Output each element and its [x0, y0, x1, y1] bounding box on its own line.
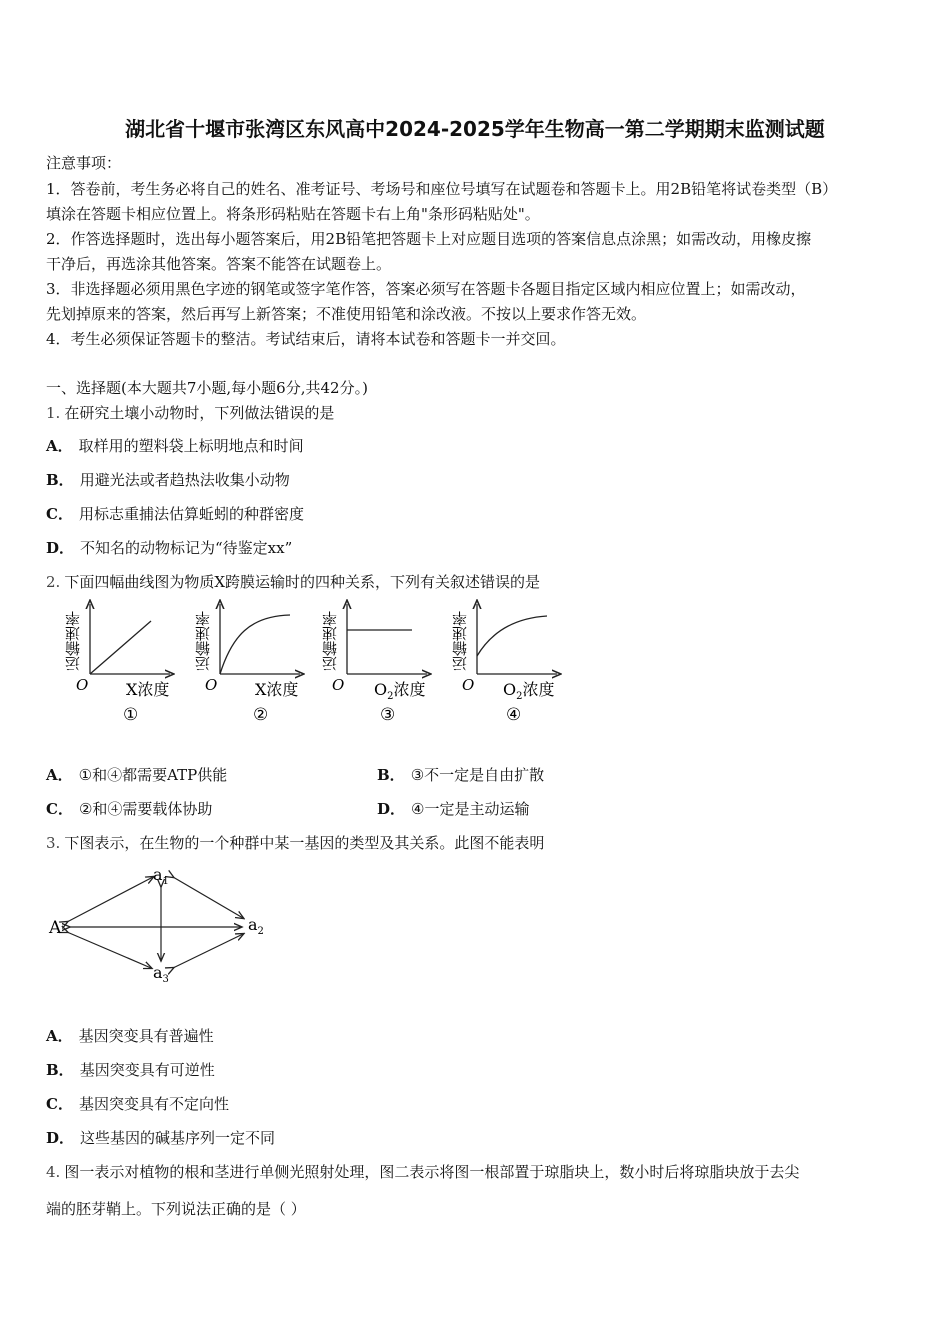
question-stem: 在研究土壤小动物时，下列做法错误的是	[64, 404, 335, 422]
graph-4	[451, 604, 557, 725]
page-title: 湖北省十堰市张湾区东风高中2024-2025学年生物高一第二学期期末监测试题	[125, 117, 825, 141]
y-axis-label: 运输速率	[194, 611, 212, 671]
graph-2	[194, 604, 300, 725]
option-b[interactable]: B． ③不一定是自由扩散	[377, 766, 545, 784]
notice-line: 4．考生必须保证答题卡的整洁。考试结束后，请将本试卷和答题卡一并交回。	[46, 330, 566, 348]
option-d[interactable]: D． 这些基因的碱基序列一定不同	[46, 1129, 276, 1147]
x-axis-label: $O_2$浓度	[374, 680, 426, 702]
x-axis-label: $O_2$浓度	[503, 680, 555, 702]
origin-label: O	[76, 676, 89, 694]
arrow-a3-a2	[173, 934, 243, 968]
y-axis-label: 运输速率	[321, 611, 339, 671]
option-b[interactable]: B． 用避光法或者趋热法收集小动物	[46, 471, 290, 489]
option-a[interactable]: A． 基因突变具有普遍性	[46, 1027, 214, 1045]
question-2	[46, 571, 540, 592]
curve-saturating	[220, 615, 290, 674]
curve-linear	[90, 621, 151, 674]
graph-index: ①	[123, 705, 139, 725]
question-number: 3.	[46, 834, 61, 852]
node-A: A	[49, 918, 62, 938]
question-stem: 下图表示，在生物的一个种群中某一基因的类型及其关系。此图不能表明	[64, 834, 545, 852]
origin-label: O	[462, 676, 475, 694]
notice-line: 2．作答选择题时，选出每小题答案后，用2B铅笔把答题卡上对应题目选项的答案信息点涂黑；如需改动，用橡皮擦	[46, 230, 812, 248]
node-a1: $a_1$	[153, 865, 169, 887]
question-number: 2.	[46, 573, 61, 591]
arrow-A-a1	[67, 877, 153, 922]
option-d[interactable]: D． ④一定是主动运输	[377, 800, 530, 818]
node-a2: $a_2$	[248, 915, 264, 937]
graph-index: ④	[506, 705, 522, 725]
graph-3	[321, 604, 427, 725]
origin-label: O	[332, 676, 345, 694]
arrow-a1-a2	[173, 877, 243, 918]
option-a[interactable]: A． ①和④都需要ATP供能	[46, 766, 228, 784]
x-axis-label: X浓度	[126, 680, 170, 699]
x-axis-label: X浓度	[255, 680, 299, 699]
graph-index: ③	[380, 705, 396, 725]
question-4	[46, 1161, 799, 1182]
option-c[interactable]: C． 基因突变具有不定向性	[46, 1095, 229, 1113]
question-4-cont: 端的胚芽鞘上。下列说法正确的是（ ）	[46, 1200, 306, 1218]
notice-line: 3．非选择题必须用黑色字迹的钢笔或签字笔作答，答案必须写在答题卡各题目指定区域内相应位置上；如需改动，	[46, 280, 806, 298]
question-1	[46, 402, 334, 423]
allele-diagram	[45, 860, 285, 985]
y-axis-label: 运输速率	[451, 611, 469, 671]
question-stem: 图一表示对植物的根和茎进行单侧光照射处理，图二表示将图一根部置于琼脂块上，数小时后将琼脂块放于去尖	[64, 1163, 800, 1181]
option-d[interactable]: D． 不知名的动物标记为“待鉴定xx”	[46, 539, 293, 557]
arrow-A-a3	[67, 932, 151, 968]
notice-heading: 注意事项：	[46, 154, 122, 172]
section-heading: 一、选择题(本大题共7小题,每小题6分,共42分。)	[46, 379, 368, 397]
transport-graphs	[60, 596, 580, 731]
option-c[interactable]: C． 用标志重捕法估算蚯蚓的种群密度	[46, 505, 304, 523]
notice-line: 干净后，再选涂其他答案。答案不能答在试题卷上。	[46, 255, 392, 273]
option-b[interactable]: B． 基因突变具有可逆性	[46, 1061, 215, 1079]
option-c[interactable]: C． ②和④需要载体协助	[46, 800, 213, 818]
question-number: 4.	[46, 1163, 61, 1181]
question-number: 1.	[46, 404, 61, 422]
notice-line: 先划掉原来的答案，然后再写上新答案；不准使用铅笔和涂改液。不按以上要求作答无效。	[46, 305, 647, 323]
node-a3: $a_3$	[153, 963, 169, 985]
notice-line: 1．答卷前，考生务必将自己的姓名、准考证号、考场号和座位号填写在试题卷和答题卡上。用2B铅笔将试卷类型（B）	[46, 180, 838, 198]
curve-offset-saturating	[477, 616, 547, 656]
graph-index: ②	[253, 705, 269, 725]
origin-label: O	[205, 676, 218, 694]
question-3	[46, 832, 544, 853]
y-axis-label: 运输速率	[64, 611, 82, 671]
question-stem: 下面四幅曲线图为物质X跨膜运输时的四种关系，下列有关叙述错误的是	[64, 573, 540, 591]
notice-line: 填涂在答题卡相应位置上。将条形码粘贴在答题卡右上角"条形码粘贴处"。	[46, 205, 540, 223]
graph-1	[64, 604, 170, 725]
option-a[interactable]: A． 取样用的塑料袋上标明地点和时间	[46, 437, 304, 455]
